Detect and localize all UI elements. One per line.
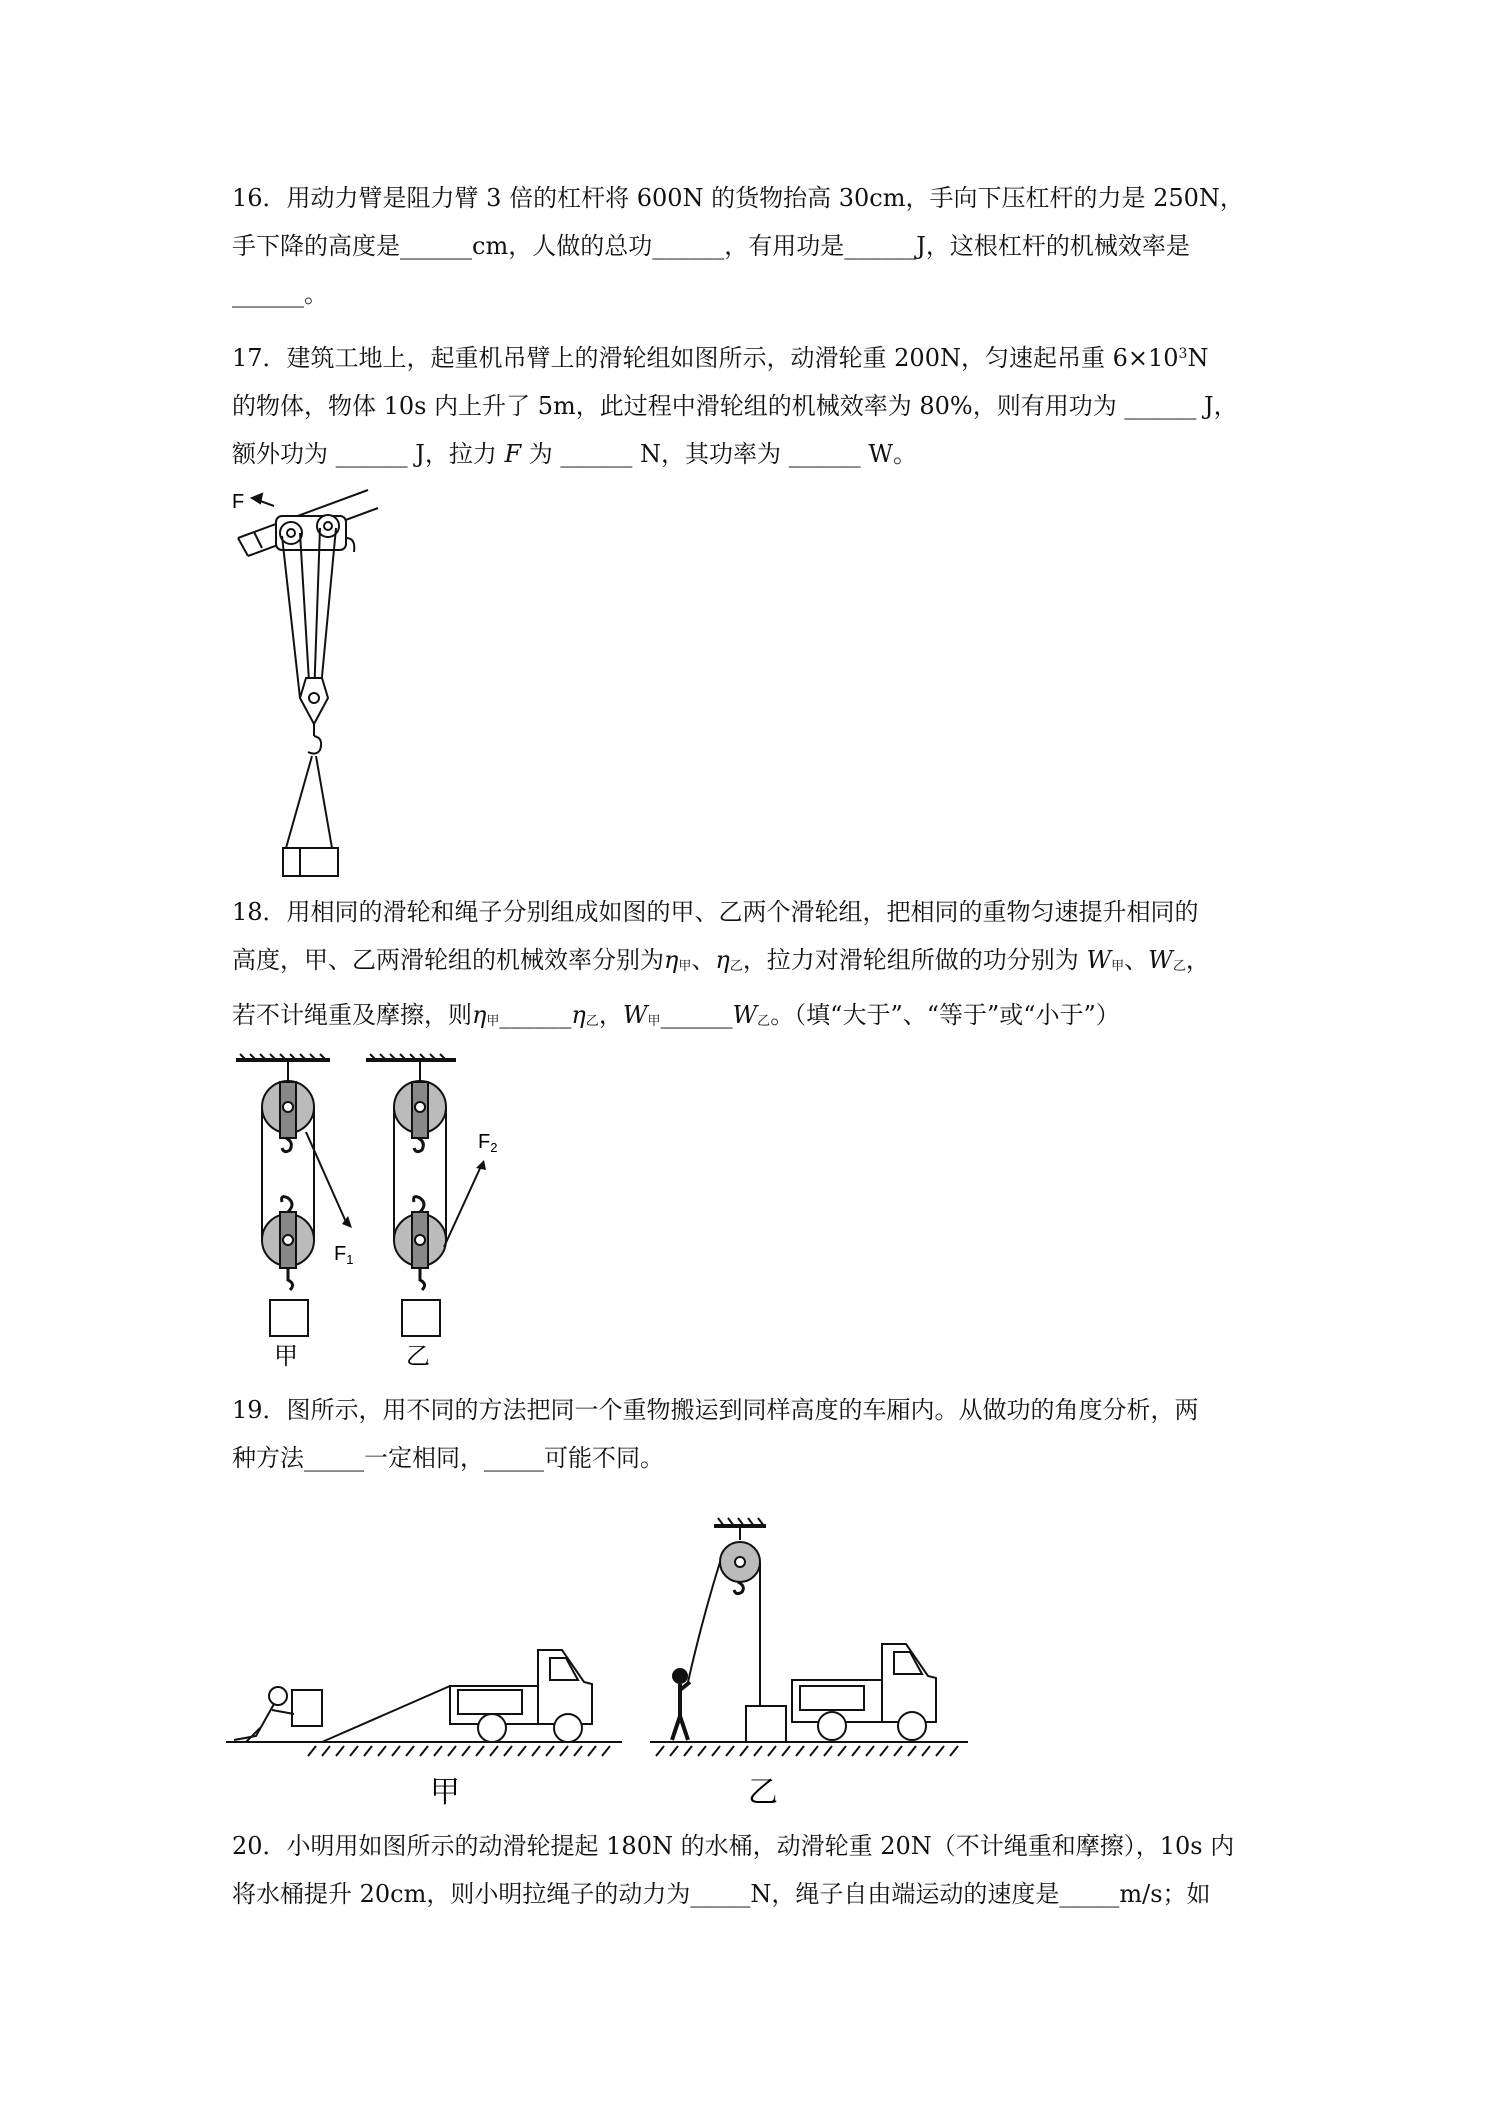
question-19 <box>232 1386 1278 1482</box>
label-jia: 甲 <box>274 1342 298 1370</box>
label-yi: 乙 <box>748 1775 778 1810</box>
force-label-f2: $F_2$ <box>478 1131 498 1155</box>
q20-line-2: 将水桶提升 20cm，则小明拉绳子的动力为_____N，绳子自由端运动的速度是_____m/s；如 <box>232 1880 1211 1908</box>
label-yi: 乙 <box>406 1342 430 1370</box>
q19-line-1: 19．图所示，用不同的方法把同一个重物搬运到同样高度的车厢内。从做功的角度分析，两 <box>232 1396 1199 1424</box>
q18-line-1: 18．用相同的滑轮和绳子分别组成如图的甲、乙两个滑轮组，把相同的重物匀速提升相同的 <box>232 898 1199 926</box>
q16-line-3: ______。 <box>232 280 328 308</box>
crane-pulley-drawing <box>228 488 398 878</box>
question-18 <box>232 888 1278 1046</box>
pulley-systems-drawing <box>230 1052 530 1370</box>
q17-line-3: 额外功为 ______ J，拉力 F 为 ______ N，其功率为 ______ W。 <box>232 440 917 468</box>
force-label-f: F <box>232 491 245 513</box>
q17-line-1: 17．建筑工地上，起重机吊臂上的滑轮组如图所示，动滑轮重 200N，匀速起吊重 $6\times 10^3N$ <box>232 344 1209 372</box>
force-label-f1: $F_1$ <box>334 1243 354 1267</box>
q19-line-2: 种方法_____一定相同，_____可能不同。 <box>232 1444 664 1472</box>
question-16 <box>232 174 1278 318</box>
question-20 <box>232 1822 1278 1918</box>
label-jia: 甲 <box>430 1775 460 1810</box>
figure-pulley-systems <box>230 1052 530 1370</box>
question-17 <box>232 330 1278 478</box>
q20-line-1: 20．小明用如图所示的动滑轮提起 180N 的水桶，动滑轮重 20N（不计绳重和摩擦），10s 内 <box>232 1832 1235 1860</box>
q16-line-2: 手下降的高度是______cm，人做的总功______，有用功是______J，这根杠杆的机械效率是 <box>232 232 1190 260</box>
figure-truck-loading <box>226 1500 986 1820</box>
q18-line-2: 高度，甲、乙两滑轮组的机械效率分别为η甲、η乙，拉力对滑轮组所做的功分别为 W甲、W乙， <box>232 946 1210 974</box>
q16-line-1: 16．用动力臂是阻力臂 3 倍的杠杆将 600N 的货物抬高 30cm，手向下压杠杆的力是 250N， <box>232 184 1244 212</box>
q18-line-3: 若不计绳重及摩擦，则η甲______η乙，W甲______W乙。（填“大于”、“等于”或“小于”） <box>232 1001 1120 1029</box>
q17-line-2: 的物体，物体 10s 内上升了 5m，此过程中滑轮组的机械效率为 80%，则有用功为 ______ J， <box>232 392 1238 420</box>
truck-loading-drawing <box>226 1500 986 1820</box>
figure-crane-pulley <box>228 488 398 878</box>
